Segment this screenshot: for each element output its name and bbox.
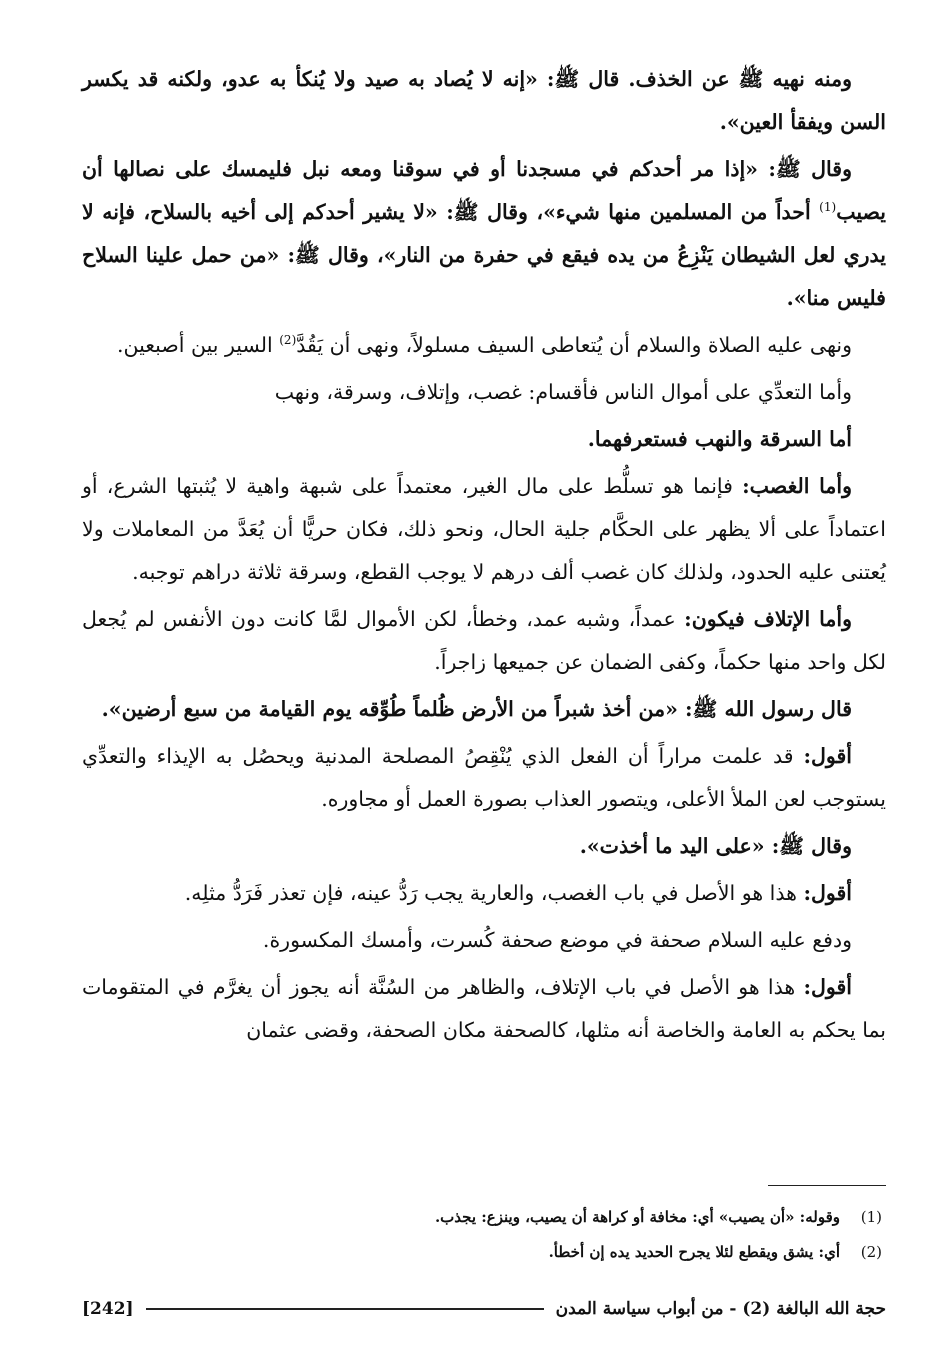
paragraph-text: وقال ﷺ: «إذا مر أحدكم في مسجدنا أو في سوقنا ومعه نبل فليمسك على نصالها أن يصيب — [82, 157, 886, 224]
footnotes — [82, 1200, 882, 1270]
footnote-text: وقوله: «أن يصيب» أي: مخافة أو كراهة أن يصيب، وينزع: يجذب. — [434, 1208, 840, 1226]
paragraph — [82, 735, 886, 821]
paragraph-text: وقال ﷺ: «على اليد ما أخذت». — [579, 834, 852, 858]
paragraph — [82, 371, 886, 414]
footnote-marker: (1) — [819, 200, 837, 215]
paragraph-text: قال رسول الله ﷺ: «من أخذ شبراً من الأرض ظُلماً طُوِّقه يوم القيامة من سبع أرضين». — [101, 697, 852, 721]
footnote-marker: (2) — [279, 333, 297, 348]
page-number: [242] — [82, 1299, 134, 1319]
paragraph — [82, 872, 886, 915]
paragraph-text: فإنما هو تسلُّط على مال الغير، معتمداً على شبهة واهية لا يُثبتها الشرع، أو اعتماداً على ألا يظهر على الحكَّام جلية الحال، ونحو ذلك، فكان حريًّا أن يُعَدَّ من المعاملات ولا يُعتنى عليه الحدود، ولذلك كان غصب ألف درهم لا يوجب القطع، وسرقة ثلاثة دراهم توجبه. — [82, 474, 886, 584]
paragraph — [82, 966, 886, 1052]
paragraph-lead: وأما الغصب: — [742, 474, 852, 498]
paragraph-text: هذا هو الأصل في باب الإتلاف، والظاهر من السُنَّة أنه يجوز أن يغرَّم في المتقومات بما يحكم به العامة والخاصة أنه مثلها، كالصحفة مكان الصحفة، وقضى عثمان — [82, 975, 886, 1042]
paragraph-text: ودفع عليه السلام صحفة في موضع صحفة كُسرت، وأمسك المكسورة. — [262, 928, 852, 952]
paragraph-lead: وأما الإتلاف فيكون: — [684, 607, 852, 631]
paragraph — [82, 465, 886, 594]
paragraph-text: ومنه نهيه ﷺ عن الخذف. قال ﷺ: «إنه لا يُصاد به صيد ولا يُنكأ به عدو، ولكنه قد يكسر السن ويفقأ العين». — [82, 67, 886, 134]
footnote-divider — [768, 1185, 886, 1186]
footnote-number: (2) — [860, 1243, 882, 1261]
paragraph — [82, 324, 886, 367]
paragraph — [82, 418, 886, 461]
paragraph — [82, 825, 886, 868]
paragraph-lead: أقول: — [803, 881, 852, 905]
paragraph-lead: أقول: — [803, 975, 852, 999]
paragraph — [82, 598, 886, 684]
paragraph-text: وأما التعدِّي على أموال الناس فأقسام: غصب، وإتلاف، وسرقة، ونهب — [274, 380, 852, 404]
page-footer — [82, 1296, 886, 1322]
paragraph-text: عمداً، وشبه عمد، وخطأ، لكن الأموال لمَّا كانت دون الأنفس لم يُجعل لكل واحد منها حكماً، وكفى الضمان عن جميعها زاجراً. — [82, 607, 886, 674]
paragraph-text: السير بين أصبعين. — [116, 333, 280, 357]
running-footer-title: حجة الله البالغة (2) - من أبواب سياسة المدن — [555, 1299, 886, 1319]
footnote-item — [82, 1235, 882, 1270]
paragraph-lead: أقول: — [803, 744, 852, 768]
footer-rule — [146, 1308, 544, 1310]
paragraph-text: أحداً من المسلمين منها شيء»، وقال ﷺ: «لا يشير أحدكم إلى أخيه بالسلاح، فإنه لا يدري لعل الشيطان يَنْزِعُ من يده فيقع في حفرة من النار»، وقال ﷺ: «من حمل علينا السلاح فليس منا». — [82, 200, 886, 310]
footnote-text: أي: يشق ويقطع لئلا يجرح الحديد يده إن أخطأ. — [548, 1243, 840, 1261]
main-text — [82, 58, 886, 1056]
paragraph — [82, 688, 886, 731]
footnote-number: (1) — [860, 1208, 882, 1226]
paragraph-text: ونهى عليه الصلاة والسلام أن يُتعاطى السيف مسلولاً، ونهى أن يَقُدَّ — [296, 333, 852, 357]
paragraph — [82, 58, 886, 144]
paragraph — [82, 919, 886, 962]
paragraph — [82, 148, 886, 320]
paragraph-text: هذا هو الأصل في باب الغصب، والعارية يجب رَدُّ عينه، فإن تعذر فَرَدُّ مثلِه. — [184, 881, 804, 905]
paragraph-text: أما السرقة والنهب فستعرفهما. — [587, 427, 852, 451]
paragraph-text: قد علمت مراراً أن الفعل الذي يُنْقِصُ المصلحة المدنية ويحصُل به الإيذاء والتعدِّي يستوجب لعن الملأ الأعلى، ويتصور العذاب بصورة العمل أو مجاوره. — [82, 744, 886, 811]
footnote-item — [82, 1200, 882, 1235]
